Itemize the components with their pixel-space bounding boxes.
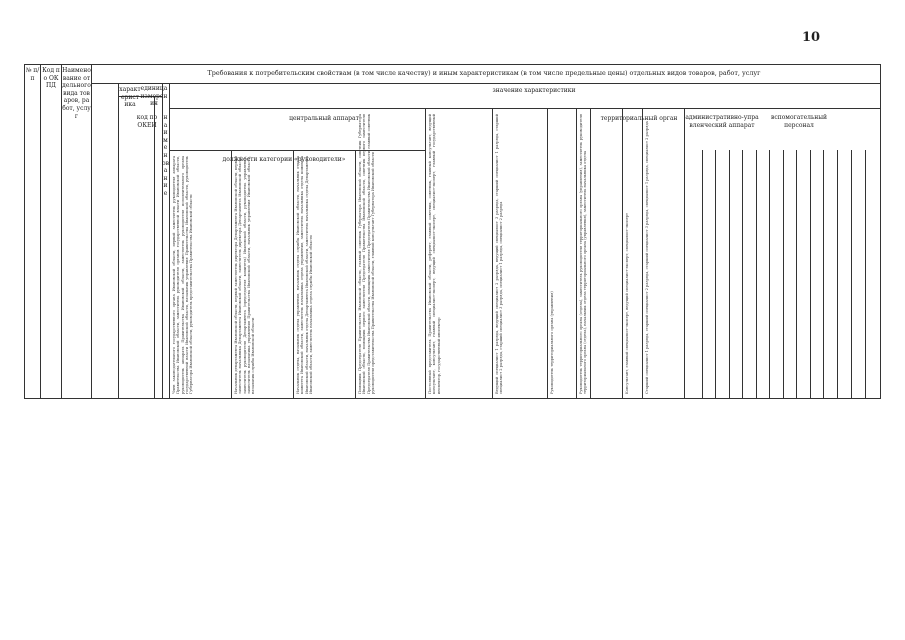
position-text: Консультант, главный специалист-эксперт, ведущий специалист-эксперт, специалист-эксперт xyxy=(625,212,629,394)
col-line xyxy=(154,96,155,399)
table-border-right xyxy=(880,64,881,399)
col-line xyxy=(231,150,232,399)
table-border-bottom xyxy=(24,398,881,399)
position-text: Руководитель территориального органа (отдела), заместитель руководителя территориального органа (управления), заместитель руководителя территориального органа (отдела), начальник отдела территориального органа (управления), заместитель начальника отдела xyxy=(579,114,588,394)
col-line xyxy=(823,150,824,399)
header-characteristic: характеристика xyxy=(119,86,141,109)
table-border-top xyxy=(24,64,881,65)
col-line xyxy=(715,150,716,399)
position-text: Помощник Председателя Правительства Ивановской области, главный советник Губернатора Ивановской области, советник Губернатора Ивановской области, помощник первого заместителя Председателя Правительства Ивановской области, советник первого заместителя Председателя Правительства Ивановской области, помощник заместителя Председателя Правительства Ивановской области, главный советник руководителя представительства Правительства Ивановской области, главный консультант Губернатора Ивановской области xyxy=(358,114,375,394)
col-line xyxy=(425,108,426,399)
position-text: Начальник департамента Ивановской области, первый заместитель директора Департамента Ивановской области, первый заместитель начальника Департамента Ивановской области, заместитель директора Департамента Ивановской области, заместитель руководителя Департамента (председателя комитета) Ивановской области, руководитель управления, заместитель начальника управления Правительства Ивановской области, начальник управления Ивановской области, начальник службы Ивановской области xyxy=(234,156,255,394)
col-line xyxy=(702,150,703,399)
header-values: значение характеристики xyxy=(492,87,576,94)
header-okei: код по ОКЕИ xyxy=(136,114,158,129)
col-line xyxy=(293,150,294,399)
col-line xyxy=(576,108,577,399)
col-line xyxy=(492,108,493,399)
col-line xyxy=(355,150,356,399)
header-num: № п/п xyxy=(25,67,40,82)
header-support-staff: вспомогательный персонал xyxy=(770,114,828,129)
position-text: Член законодательного государственного органа Ивановской области, первый заместитель руководителя аппарата Правительства Ивановской области, заместитель руководителя органов государственной власти Ивановской области, руководитель аппарата Правительства Ивановской области, заместитель руководителя исполнительного органа государственной власти Ивановской области, начальник управления Правительства Ивановской области, руководитель Губернатора Ивановской области, руководитель представительства Правительства Ивановской области xyxy=(172,156,193,394)
col-line xyxy=(169,83,170,399)
col-line xyxy=(865,150,866,399)
header-unit-name: наименование xyxy=(162,114,169,197)
header-unit: единица измерения xyxy=(140,85,168,108)
header-territorial: территориальный орган xyxy=(600,115,678,122)
col-line xyxy=(40,64,41,399)
col-line xyxy=(622,108,623,399)
row-line xyxy=(91,83,881,84)
page-number: 10 xyxy=(802,30,821,45)
col-line xyxy=(684,108,685,399)
header-admin-staff: административно-управленческий аппарат xyxy=(685,114,759,129)
requirements-table xyxy=(24,64,881,399)
header-item-name: Наименование отдельного вида товаров, работ, услуг xyxy=(62,67,91,120)
position-text: Старший специалист 1 разряда, старший специалист 2 разряда, старший специалист 3 разряда, специалист 1 разряда, специалист 2 разряда xyxy=(645,121,649,394)
col-line xyxy=(851,150,852,399)
header-okpd: Код по ОКПД xyxy=(42,67,60,90)
col-line xyxy=(796,150,797,399)
col-line xyxy=(118,83,119,399)
col-line xyxy=(756,150,757,399)
col-line xyxy=(642,108,643,399)
col-line xyxy=(783,150,784,399)
position-text: Ведущий специалист 1 разряда, ведущий специалист 2 разряда, ведущий специалист 3 разряда, старший специалист 1 разряда, старший специалист 2 разряда, старший специалист 3 разряда, специалист 1 разряда, специалист 2 разряда xyxy=(495,114,504,394)
col-line xyxy=(91,64,92,399)
col-line xyxy=(810,150,811,399)
col-line xyxy=(769,150,770,399)
position-text: Руководитель территориального органа (управления) xyxy=(550,291,554,394)
header-category-leaders: должности категории «руководители» xyxy=(222,156,346,163)
position-text: Постоянный представитель Правительства Ивановской области, референт, главный советник, советник, главный консультант, ведущий консультант, консультант, главный специалист-эксперт, ведущий специалист-эксперт, специалист-эксперт, главный государственный инспектор, государственный инспектор xyxy=(428,114,441,394)
col-line xyxy=(729,150,730,399)
row-line xyxy=(169,108,881,109)
col-line xyxy=(547,108,548,399)
col-line xyxy=(837,150,838,399)
header-central-apparatus: центральный аппарат xyxy=(289,115,359,122)
header-requirements: Требования к потребительским свойствам (в том числе качеству) и иным характеристикам (в том числе предельные цены) отдельных видов товаров, работ, услуг xyxy=(207,69,761,77)
col-line xyxy=(742,150,743,399)
position-text: Начальник отдела, начальник отдела управления, начальник отдела службы Ивановской области, начальник отдела комитета Ивановской области, заместитель начальника отдела управления, заместитель начальника отдела комитета Ивановской области, начальник отдела Департамента Ивановской области, заместитель начальника отдела Департамента Ивановской области, заместитель начальника отдела службы Ивановской области xyxy=(296,156,313,394)
table-border-left xyxy=(24,64,25,399)
